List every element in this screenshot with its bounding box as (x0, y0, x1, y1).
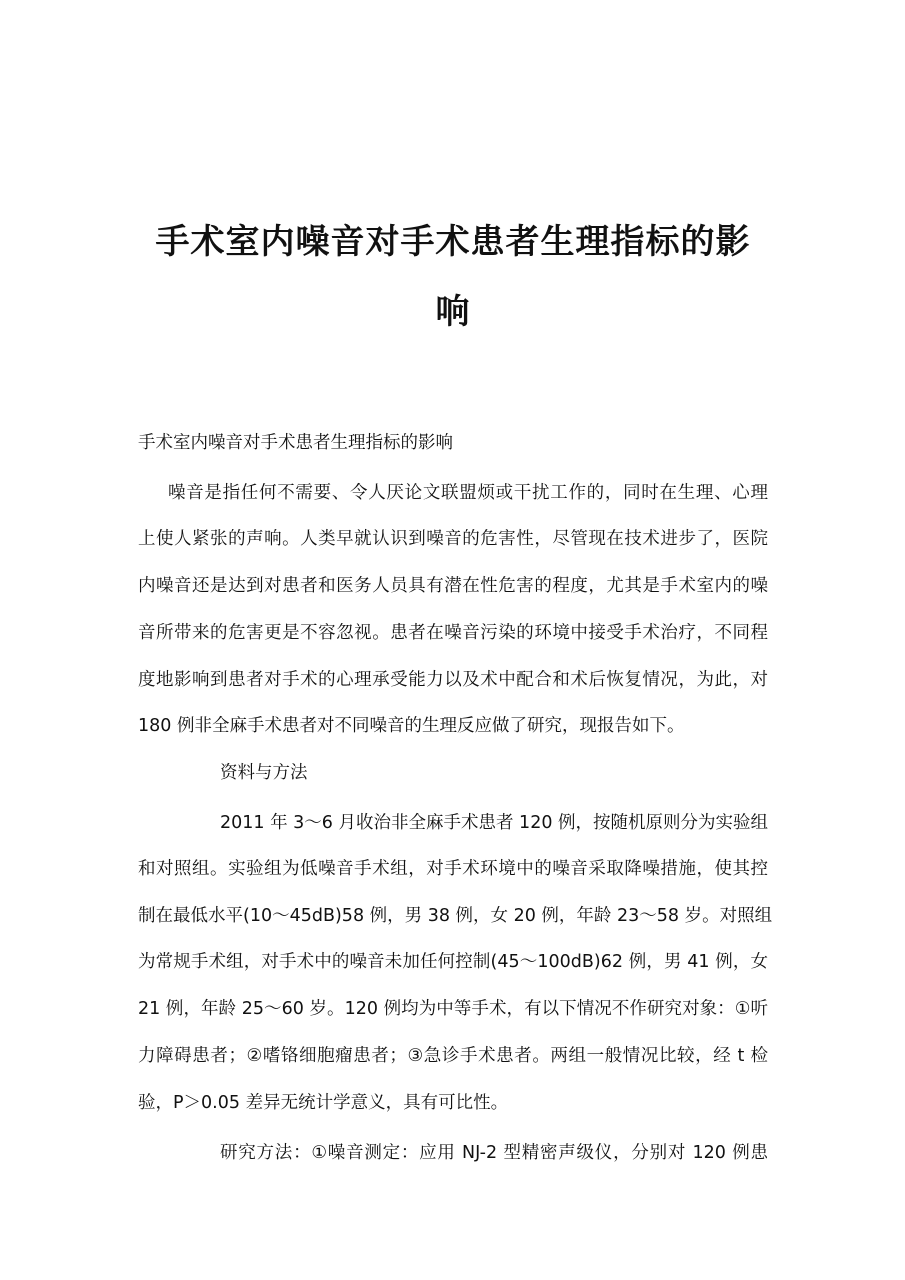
paragraph3-line-1: 研究方法：①噪音测定：应用 NJ-2 型精密声级仪，分别对 120 例患 (220, 1143, 768, 1163)
paragraph2-line-6: 力障碍患者；②嗜铬细胞瘤患者；③急诊手术患者。两组一般情况比较，经 t 检 (138, 1046, 768, 1066)
paragraph2-line-7: 验，P＞0.05 差异无统计学意义，具有可比性。 (138, 1093, 509, 1113)
article-subtitle: 手术室内噪音对手术患者生理指标的影响 (138, 433, 453, 453)
paragraph1-line-2: 上使人紧张的声响。人类早就认识到噪音的危害性，尽管现在技术进步了，医院 (138, 529, 768, 549)
paragraph1-line-3: 内噪音还是达到对患者和医务人员具有潜在性危害的程度，尤其是手术室内的噪 (138, 576, 768, 596)
paragraph2-line-1: 2011 年 3～6 月收治非全麻手术患者 120 例，按随机原则分为实验组 (220, 813, 769, 833)
paragraph2-line-2: 和对照组。实验组为低噪音手术组，对手术环境中的噪音采取降噪措施，使其控 (138, 859, 768, 879)
document-title-line-2: 响 (435, 292, 471, 332)
paragraph1-line-5: 度地影响到患者对手术的心理承受能力以及术中配合和术后恢复情况，为此，对 (138, 670, 768, 690)
paragraph1-line-1: 噪音是指任何不需要、令人厌论文联盟烦或干扰工作的，同时在生理、心理 (168, 483, 768, 503)
paragraph1-line-6: 180 例非全麻手术患者对不同噪音的生理反应做了研究，现报告如下。 (138, 716, 685, 736)
paragraph2-line-3: 制在最低水平(10～45dB)58 例，男 38 例，女 20 例，年龄 23～58 岁。对照组 (138, 906, 773, 926)
paragraph1-line-4: 音所带来的危害更是不容忽视。患者在噪音污染的环境中接受手术治疗，不同程 (138, 623, 768, 643)
section-heading: 资料与方法 (220, 763, 308, 783)
document-title-line-1: 手术室内噪音对手术患者生理指标的影 (155, 222, 751, 262)
paragraph2-line-5: 21 例，年龄 25～60 岁。120 例均为中等手术，有以下情况不作研究对象：①听 (138, 999, 768, 1019)
paragraph2-line-4: 为常规手术组，对手术中的噪音未加任何控制(45～100dB)62 例，男 41 例，女 (138, 952, 768, 972)
